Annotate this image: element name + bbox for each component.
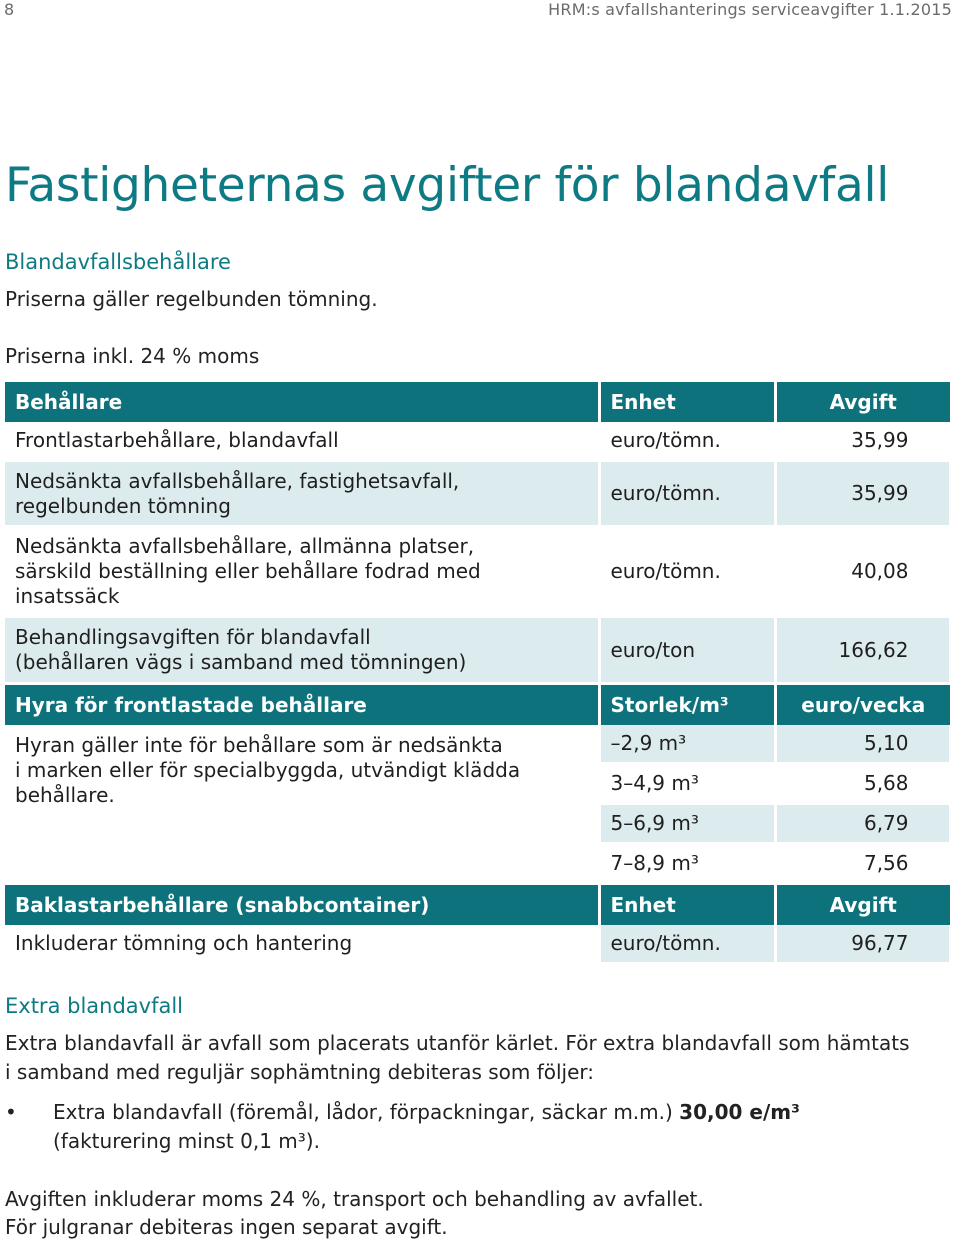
header-fee: Avgift [775, 884, 950, 926]
row-fee: 5,68 [775, 764, 950, 804]
row-label: Inkluderar tömning och hantering [5, 925, 599, 964]
page-header [0, 0, 960, 20]
page-title: Fastigheternas avgifter för blandavfall [5, 158, 889, 213]
row-fee: 35,99 [775, 422, 950, 461]
row-fee: 7,56 [775, 844, 950, 884]
header-fee: Avgift [775, 382, 950, 422]
table-row [5, 925, 950, 964]
header-weekly-fee: euro/vecka [775, 684, 950, 726]
table-row [5, 422, 950, 461]
row-size: –2,9 m³ [599, 725, 775, 764]
table-header-containers [5, 382, 950, 422]
header-unit: Enhet [599, 382, 775, 422]
row-fee: 35,99 [775, 461, 950, 527]
row-unit: euro/ton [599, 617, 775, 684]
bullet-text: Extra blandavfall (föremål, lådor, förpackningar, säckar m.m.) [53, 1100, 673, 1124]
row-label: Frontlastarbehållare, blandavfall [5, 422, 599, 461]
vat-note: Priserna inkl. 24 % moms [5, 344, 260, 368]
row-unit: euro/tömn. [599, 461, 775, 527]
row-size: 7–8,9 m³ [599, 844, 775, 884]
footer-line2: För julgranar debiteras ingen separat avgift. [5, 1215, 448, 1239]
table-row [5, 527, 950, 617]
table-header-rear-loader [5, 884, 950, 926]
extra-paragraph-line1: Extra blandavfall är avfall som placerats utanför kärlet. För extra blandavfall som hämtats [5, 1031, 910, 1055]
header-rent: Hyra för frontlastade behållare [5, 684, 599, 726]
row-fee: 166,62 [775, 617, 950, 684]
extra-paragraph-line2: i samband med reguljär sophämtning debiteras som följer: [5, 1060, 595, 1084]
header-rear-loader: Baklastarbehållare (snabbcontainer) [5, 884, 599, 926]
bullet-price: 30,00 e/m³ [679, 1100, 800, 1124]
section-heading-containers: Blandavfallsbehållare [5, 250, 231, 274]
page-number: 8 [4, 0, 15, 19]
row-fee: 96,77 [775, 925, 950, 964]
row-label: Behandlingsavgiften för blandavfall (behållaren vägs i samband med tömningen) [5, 617, 599, 684]
table-row [5, 617, 950, 684]
row-fee: 40,08 [775, 527, 950, 617]
row-size: 5–6,9 m³ [599, 804, 775, 844]
row-fee: 6,79 [775, 804, 950, 844]
row-unit: euro/tömn. [599, 925, 775, 964]
running-title: HRM:s avfallshanterings serviceavgifter 1.1.2015 [548, 0, 952, 19]
header-container: Behållare [5, 382, 599, 422]
table-row [5, 725, 950, 764]
table-header-rent [5, 684, 950, 726]
footer-line1: Avgiften inkluderar moms 24 %, transport och behandling av avfallet. [5, 1187, 704, 1211]
table-row [5, 461, 950, 527]
bullet-symbol: • [5, 1100, 17, 1124]
header-unit: Enhet [599, 884, 775, 926]
rent-note: Hyran gäller inte för behållare som är nedsänkta i marken eller för specialbyggda, utvändigt klädda behållare. [5, 725, 599, 884]
row-size: 3–4,9 m³ [599, 764, 775, 804]
regular-emptying-note: Priserna gäller regelbunden tömning. [5, 287, 378, 311]
section-heading-extra: Extra blandavfall [5, 994, 184, 1018]
row-label: Nedsänkta avfallsbehållare, allmänna platser, särskild beställning eller behållare fodrad med insatssäck [5, 527, 599, 617]
row-unit: euro/tömn. [599, 422, 775, 461]
bullet-note: (fakturering minst 0,1 m³). [53, 1129, 320, 1153]
fee-table [5, 382, 952, 965]
row-unit: euro/tömn. [599, 527, 775, 617]
row-fee: 5,10 [775, 725, 950, 764]
row-label: Nedsänkta avfallsbehållare, fastighetsavfall, regelbunden tömning [5, 461, 599, 527]
header-size: Storlek/m³ [599, 684, 775, 726]
